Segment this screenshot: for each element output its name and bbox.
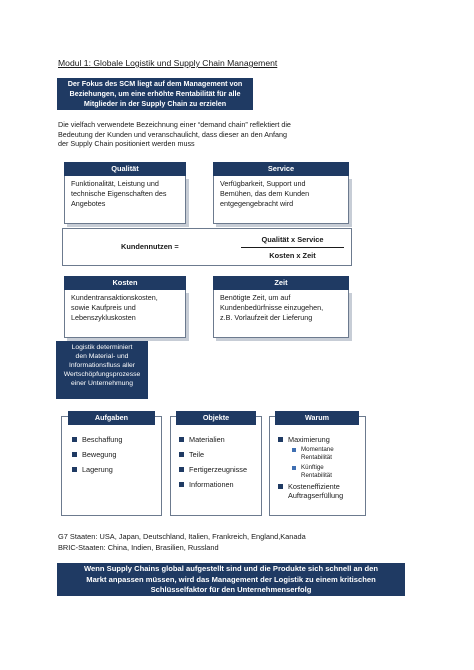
intro-line: Die vielfach verwendete Bezeichnung einer “demand chain” reflektiert die — [58, 120, 291, 129]
logistics-line: Wertschöpfungsprozesse — [63, 371, 141, 378]
objects-header: Objekte — [176, 411, 256, 425]
quality-box — [64, 162, 186, 224]
desc-line: Angebotes — [71, 198, 106, 208]
desc-line: Funktionalität, Leistung und — [71, 179, 159, 188]
why-column — [269, 413, 366, 516]
list-item-line: Kosteneffiziente — [288, 482, 340, 491]
desc-line: Benötigte Zeit, um auf — [220, 293, 291, 302]
service-box — [213, 162, 349, 224]
service-description — [213, 176, 349, 224]
banner-line: Markt anpassen müssen, wird das Management der Logistik zu einem kritischen — [86, 574, 376, 584]
cost-header: Kosten — [64, 276, 186, 290]
service-header: Service — [213, 162, 349, 176]
country-groups — [58, 531, 306, 553]
sub-item-line: Rentabilität — [301, 454, 332, 461]
quality-description — [64, 176, 186, 224]
sub-list — [292, 446, 363, 480]
formula-label: Kundennutzen = — [121, 242, 179, 251]
logistics-line: Logistik determiniert — [71, 344, 133, 351]
list-item: Bewegung — [72, 450, 122, 459]
sub-list-item — [292, 464, 363, 480]
scm-focus-banner — [57, 78, 253, 110]
banner-line: Beziehungen, um eine erhöhte Rentabilität für alle — [69, 89, 241, 98]
objects-column — [170, 413, 262, 516]
desc-line: Lebenszykluskosten — [71, 312, 136, 322]
list-item — [278, 482, 363, 500]
time-description — [213, 290, 349, 338]
banner-line: Schlüsselfaktor für den Unternehmenserfolg — [150, 585, 312, 594]
logistics-line: einer Unternehmung — [71, 380, 133, 387]
list-item: Materialien — [179, 435, 247, 444]
sub-item-line: Künftige — [301, 464, 324, 471]
desc-line: entgegengebracht wird — [220, 198, 294, 208]
sub-item-line: Momentane — [301, 446, 334, 453]
page-title: Modul 1: Globale Logistik und Supply Chain Management — [58, 58, 278, 68]
list-item: Fertigerzeugnisse — [179, 465, 247, 474]
why-list — [278, 435, 363, 506]
intro-line: Bedeutung der Kunden und veranschaulicht, dass dieser an den Anfang — [58, 129, 287, 139]
customer-value-formula — [62, 228, 352, 266]
logistics-line: den Material- und — [75, 353, 129, 360]
banner-line: Mitglieder in der Supply Chain zu erzielen — [83, 99, 227, 108]
banner-line: Wenn Supply Chains global aufgestellt sind und die Produkte sich schnell an den — [84, 564, 378, 573]
logistics-definition-box — [56, 341, 148, 399]
fraction-line — [241, 247, 344, 248]
g7-line: G7 Staaten: USA, Japan, Deutschland, Italien, Frankreich, England,Kanada — [58, 532, 306, 541]
tasks-header: Aufgaben — [68, 411, 155, 425]
sub-list-item — [292, 446, 363, 462]
intro-paragraph — [58, 120, 358, 149]
list-item-label: Maximierung — [288, 435, 330, 444]
time-header: Zeit — [213, 276, 349, 290]
time-box — [213, 276, 349, 338]
list-item — [278, 435, 363, 480]
logistics-line: Informationsfluss aller — [68, 362, 136, 369]
list-item-line: Auftragserfüllung — [288, 491, 344, 500]
desc-line: technische Eigenschaften des — [71, 188, 167, 198]
bric-line: BRIC-Staaten: China, Indien, Brasilien, Russland — [58, 543, 219, 552]
list-item: Informationen — [179, 480, 247, 489]
conclusion-banner — [57, 563, 405, 596]
desc-line: Verfügbarkeit, Support und — [220, 179, 306, 188]
formula-numerator: Qualität x Service — [261, 235, 324, 244]
list-item: Lagerung — [72, 465, 122, 474]
objects-list — [179, 435, 247, 495]
formula-denominator: Kosten x Zeit — [269, 251, 316, 260]
quality-header: Qualität — [64, 162, 186, 176]
tasks-column — [61, 413, 162, 516]
cost-description — [64, 290, 186, 338]
list-item: Teile — [179, 450, 247, 459]
why-header: Warum — [275, 411, 359, 425]
sub-item-line: Rentabilität — [301, 472, 332, 479]
desc-line: Bemühen, das dem Kunden — [220, 188, 310, 198]
desc-line: z.B. Vorlaufzeit der Lieferung — [220, 312, 313, 322]
desc-line: Kundentransaktionskosten, — [71, 293, 158, 302]
desc-line: Kundenbedürfnisse einzugehen, — [220, 302, 324, 312]
list-item: Beschaffung — [72, 435, 122, 444]
desc-line: sowie Kaufpreis und — [71, 302, 136, 312]
banner-line: Der Fokus des SCM liegt auf dem Management von — [67, 79, 243, 88]
intro-line: der Supply Chain positioniert werden muss — [58, 139, 195, 149]
cost-box — [64, 276, 186, 338]
tasks-list — [72, 435, 122, 480]
